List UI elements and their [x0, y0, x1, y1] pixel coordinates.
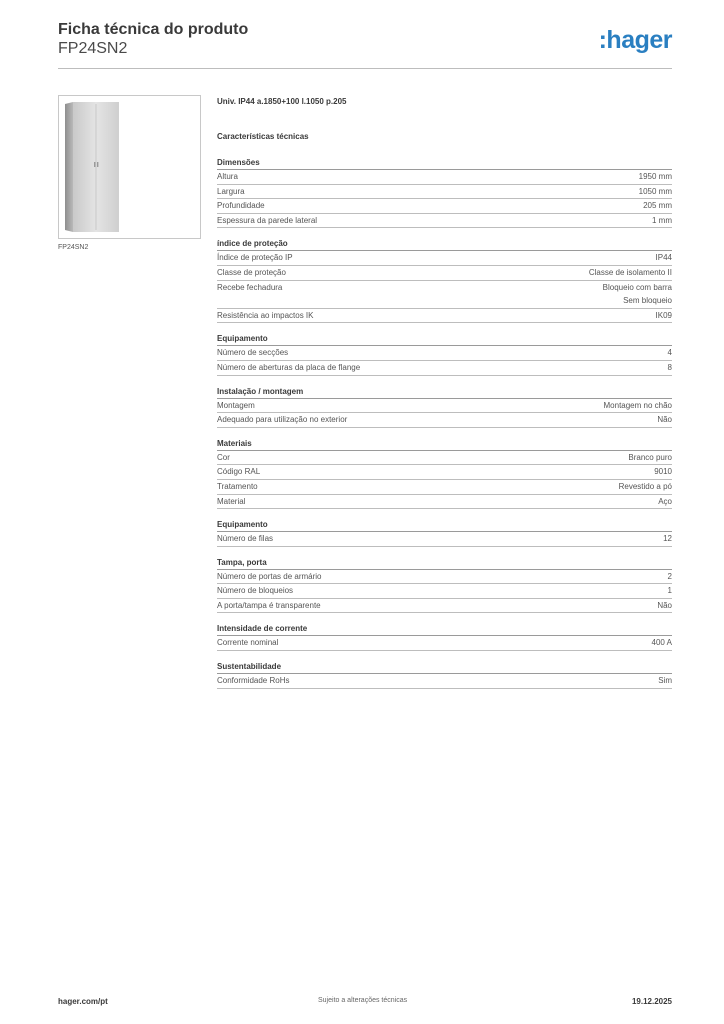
spec-row: [217, 413, 672, 428]
spec-row: [217, 570, 672, 585]
spec-row: [217, 399, 672, 414]
spec-sections: [217, 156, 672, 689]
spec-value-line: Bloqueio com barra: [602, 282, 672, 292]
spec-value: [628, 451, 672, 465]
spec-row: [217, 674, 672, 689]
spec-row: [217, 584, 672, 599]
spec-label: Número de portas de armário: [217, 571, 322, 581]
footer-notice: Sujeito a alterações técnicas: [318, 997, 408, 1004]
spec-value: [654, 465, 672, 479]
cabinet-image: [65, 102, 119, 232]
spec-value: [643, 199, 672, 213]
spec-value: [604, 399, 673, 413]
spec-row: [217, 266, 672, 281]
spec-value: [658, 495, 672, 509]
spec-label: Espessura da parede lateral: [217, 215, 318, 225]
spec-value: [589, 266, 672, 280]
spec-label: A porta/tampa é transparente: [217, 600, 321, 610]
spec-section: [217, 518, 672, 547]
product-image: [58, 95, 201, 239]
spec-row: [217, 214, 672, 229]
spec-value-line: 12: [663, 534, 672, 544]
section-title: Materiais: [217, 437, 672, 451]
spec-value-line: Sem bloqueio: [623, 296, 672, 306]
spec-row: [217, 451, 672, 466]
spec-section: [217, 156, 672, 228]
spec-value: [657, 599, 672, 613]
section-title: índice de proteção: [217, 237, 672, 251]
spec-label: Classe de proteção: [217, 267, 286, 277]
spec-label: Montagem: [217, 400, 255, 410]
spec-value: [658, 674, 672, 688]
spec-value-line: 205 mm: [643, 201, 672, 211]
spec-row: [217, 532, 672, 547]
spec-value-line: Sim: [658, 676, 672, 686]
spec-value-line: IP44: [655, 253, 672, 263]
spec-label: Índice de proteção IP: [217, 253, 293, 263]
spec-value: [639, 185, 672, 199]
spec-label: Número de filas: [217, 534, 274, 544]
spec-row: [217, 465, 672, 480]
spec-value-line: Classe de isolamento II: [588, 267, 672, 277]
image-caption: FP24SN2: [58, 244, 89, 251]
spec-section: [217, 622, 672, 651]
spec-value: [639, 170, 672, 184]
spec-row: [217, 636, 672, 651]
spec-label: Corrente nominal: [217, 638, 279, 648]
section-title: Instalação / montagem: [217, 385, 672, 399]
footer-website: hager.com/pt: [58, 997, 108, 1006]
page-header: [58, 20, 672, 58]
spec-value: [657, 413, 672, 427]
spec-value: [668, 346, 672, 360]
spec-row: [217, 599, 672, 614]
spec-value-line: Não: [657, 600, 672, 610]
spec-value: [603, 281, 672, 308]
spec-label: Altura: [217, 172, 238, 181]
spec-row: [217, 251, 672, 266]
spec-value-line: Revestido a pó: [618, 481, 672, 491]
footer-date: 19.12.2025: [631, 997, 672, 1006]
document-title: Ficha técnica do produto: [58, 21, 249, 38]
spec-section: [217, 385, 672, 428]
section-title: Intensidade de corrente: [217, 622, 672, 636]
spec-label: Adequado para utilização no exterior: [217, 415, 348, 425]
spec-value: [652, 636, 672, 650]
section-title: Sustentabilidade: [217, 660, 672, 674]
spec-label: Material: [217, 496, 246, 506]
product-code: FP24SN2: [58, 40, 128, 57]
spec-value: [656, 309, 672, 323]
spec-value-line: 4: [667, 348, 672, 358]
spec-value-line: 400 A: [651, 638, 672, 648]
spec-row: [217, 199, 672, 214]
spec-value: [652, 214, 672, 228]
spec-row: [217, 309, 672, 324]
spec-label: Cor: [217, 452, 230, 462]
spec-value-line: Não: [657, 415, 672, 425]
spec-row: [217, 170, 672, 185]
spec-value-line: 8: [667, 362, 672, 372]
spec-section: [217, 660, 672, 689]
spec-section: [217, 437, 672, 509]
spec-value: [619, 480, 672, 494]
spec-value-line: IK09: [655, 310, 672, 320]
header-divider: [58, 68, 672, 69]
spec-value: [656, 251, 672, 265]
spec-label: Número de secções: [217, 348, 289, 358]
spec-label: Número de aberturas da placa de flange: [217, 362, 361, 372]
spec-value-line: 1950 mm: [638, 172, 672, 181]
spec-value-line: 1050 mm: [638, 186, 672, 196]
spec-label: Conformidade RoHs: [217, 676, 290, 686]
spec-value-line: 1 mm: [652, 215, 672, 225]
spec-row: [217, 480, 672, 495]
spec-row: [217, 361, 672, 376]
spec-section: [217, 332, 672, 375]
spec-value-line: 9010: [654, 467, 672, 477]
product-name: Univ. IP44 a.1850+100 l.1050 p.205: [217, 97, 347, 106]
spec-section: [217, 237, 672, 323]
spec-row: [217, 495, 672, 510]
spec-value-line: 2: [667, 571, 672, 581]
spec-section: [217, 556, 672, 614]
spec-value: [668, 570, 672, 584]
section-title: Equipamento: [217, 518, 672, 532]
spec-value-line: Aço: [658, 496, 672, 506]
spec-label: Largura: [217, 186, 245, 196]
spec-value: [668, 584, 672, 598]
section-title: Dimensões: [217, 156, 672, 170]
spec-label: Recebe fechadura: [217, 282, 283, 292]
hager-logo: :hager: [598, 26, 672, 54]
section-title: Tampa, porta: [217, 556, 672, 570]
spec-value: [663, 532, 672, 546]
spec-row: [217, 281, 672, 309]
spec-row: [217, 346, 672, 361]
spec-value-line: Montagem no chão: [603, 400, 672, 410]
spec-heading: Características técnicas: [217, 132, 309, 141]
spec-label: Profundidade: [217, 201, 265, 211]
spec-label: Código RAL: [217, 467, 261, 477]
spec-row: [217, 185, 672, 200]
spec-label: Tratamento: [217, 481, 258, 491]
spec-label: Resistência ao impactos IK: [217, 310, 314, 320]
spec-value-line: 1: [667, 586, 672, 596]
spec-value: [668, 361, 672, 375]
spec-value-line: Branco puro: [628, 452, 672, 462]
spec-label: Número de bloqueios: [217, 586, 294, 596]
section-title: Equipamento: [217, 332, 672, 346]
spec-content: [217, 95, 672, 698]
